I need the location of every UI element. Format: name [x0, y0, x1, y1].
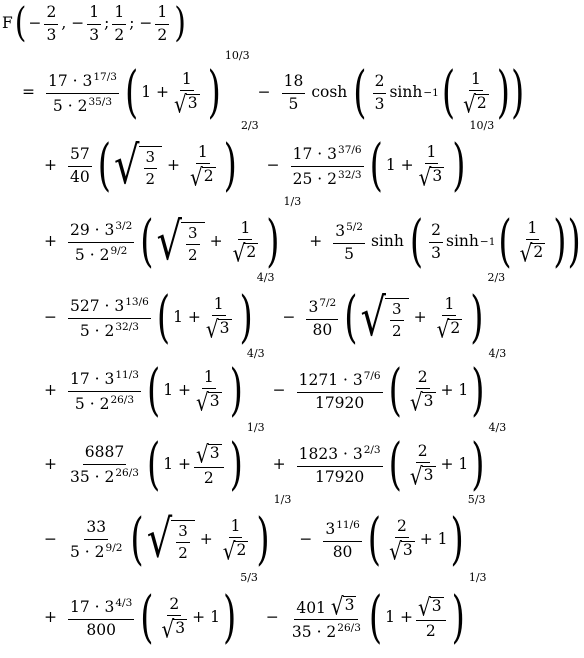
- open-paren: (: [124, 60, 139, 126]
- fraction: $\frac{1}{2}$: [114, 3, 125, 44]
- close-paren: ): [510, 60, 525, 126]
- function-name: sinh: [370, 232, 404, 251]
- fraction: 1 √ 3: [196, 367, 220, 417]
- fraction: 1 √ 3: [205, 294, 230, 344]
- term-text: 1 +: [385, 156, 414, 175]
- close-paren: ): [471, 432, 485, 498]
- fraction: 1 √ 3: [418, 142, 443, 192]
- exponent: 4/3: [488, 347, 507, 360]
- operator: +: [167, 156, 181, 175]
- minus-sign: −: [28, 14, 42, 33]
- lead-operator: −: [44, 308, 57, 327]
- fraction: 1 √ 2: [222, 516, 247, 566]
- lead-operator: +: [44, 156, 57, 175]
- coefficient: $\frac{33}{5 \cdot 2^{9/2}}$: [70, 518, 123, 561]
- term-text: 1 +: [163, 455, 192, 474]
- close-paren: ): [256, 507, 270, 573]
- exponent: 4/3: [246, 347, 265, 360]
- exponent: 10/3: [224, 49, 250, 62]
- square-root: √ $\frac{3}{2}$: [147, 520, 195, 561]
- square-root: √ $\frac{3}{2}$: [157, 222, 205, 263]
- fraction: 1 √ 3: [174, 69, 198, 119]
- close-paren: ): [567, 209, 581, 275]
- coefficient: $\frac{527 \cdot 3^{13/6}}{5 \cdot 2^{32/3}}$: [70, 296, 149, 340]
- fraction: 1 √ 2: [232, 218, 257, 268]
- open-paren: (: [130, 507, 144, 573]
- operator: +: [209, 232, 223, 251]
- equation-line-3: + $\frac{29 \cdot 3^{3/2}}{5 \cdot 2^{9/2}}$ ( √ $\frac{3}{2}$ + 1 √ 2 ) 1/3 + $\frac{3^{5/2}}{5}$ sinh ( $\frac{2}{3}$ sinh −1 ( 1 √ 2 ) ): [44, 195, 581, 275]
- close-paren: ): [229, 358, 243, 424]
- equation-line-1: = $\frac{17 \cdot 3^{17/3}}{5 \cdot 2^{35/3}}$ ( 1 + 1 √ 3 ) 10/3 − $\frac{18}{5}$ cosh ( $\frac{2}{3}$ sinh −1 ( 1 √ 2 ) ): [22, 49, 525, 126]
- term-text: 1 +: [385, 608, 413, 627]
- open-paren: (: [140, 585, 154, 651]
- exponent: 1/3: [273, 493, 292, 506]
- fraction: 2 √ 3: [409, 441, 434, 491]
- open-paren: (: [140, 209, 154, 275]
- coefficient: $\frac{3^{11/6}}{80}$: [325, 519, 360, 561]
- fraction: √ 3 2: [194, 444, 224, 487]
- open-paren: (: [14, 0, 27, 47]
- open-paren: (: [97, 133, 111, 199]
- open-paren: (: [498, 209, 512, 275]
- exponent: 1/3: [283, 195, 302, 208]
- exponent: 4/3: [256, 271, 275, 284]
- equation-line-2: [44, 119, 495, 199]
- close-paren: ): [451, 585, 465, 651]
- lead-operator: +: [44, 381, 57, 400]
- equation-line-8: [44, 571, 487, 651]
- open-paren: (: [409, 209, 424, 275]
- fraction: $\frac{1}{3}$: [89, 3, 100, 44]
- coefficient: $\frac{1271 \cdot 3^{7/6}}{17920}$: [298, 370, 381, 412]
- operator: +: [413, 308, 427, 327]
- fraction: 1 √ 2: [190, 142, 214, 192]
- close-paren: ): [450, 507, 464, 573]
- exponent: 1/3: [468, 571, 487, 584]
- equation-line-7: [44, 493, 486, 573]
- fraction: √ 3 2: [416, 597, 446, 640]
- separator: ;: [104, 14, 110, 33]
- exponent: 4/3: [488, 421, 507, 434]
- operator: −: [282, 308, 296, 327]
- operator: −: [299, 530, 313, 549]
- operator: −: [265, 608, 279, 627]
- close-paren: ): [223, 133, 237, 199]
- exponent: 2/3: [487, 271, 506, 284]
- exponent: 10/3: [469, 119, 495, 132]
- equation-line-6: [44, 421, 507, 498]
- close-paren: ): [174, 0, 186, 47]
- fraction: 1 √ 2: [436, 294, 461, 344]
- fraction: $\frac{1}{2}$: [157, 3, 168, 44]
- close-paren: ): [266, 209, 280, 275]
- lead-operator: +: [44, 608, 57, 627]
- open-paren: (: [146, 432, 161, 498]
- coefficient: $\frac{18}{5}$: [283, 72, 304, 113]
- term-text: + 1: [440, 381, 469, 400]
- fraction: $\frac{2}{3}$: [431, 221, 441, 262]
- close-paren: ): [470, 285, 484, 351]
- coefficient: $\frac{57}{40}$: [70, 145, 90, 186]
- coefficient: $\frac{3^{7/2}}{80}$: [308, 297, 337, 339]
- operator: +: [272, 455, 286, 474]
- fraction: 1 √ 2: [519, 218, 544, 268]
- lead-operator: −: [44, 530, 57, 549]
- open-paren: (: [388, 432, 402, 498]
- operator: +: [199, 530, 213, 549]
- operator: −: [266, 156, 280, 175]
- exponent: 5/3: [240, 571, 258, 584]
- open-paren: (: [156, 285, 171, 351]
- open-paren: (: [368, 585, 383, 651]
- close-paren: ): [207, 60, 221, 126]
- function-name: cosh: [311, 83, 348, 102]
- coefficient: $\frac{17 \cdot 3^{37/6}}{25 \cdot 2^{32/3}}$: [292, 144, 362, 188]
- fraction: $\frac{2}{3}$: [374, 72, 385, 113]
- open-paren: (: [146, 358, 161, 424]
- term-text: + 1: [419, 530, 448, 549]
- lead-operator: +: [44, 232, 57, 251]
- open-paren: (: [344, 285, 358, 351]
- open-paren: (: [388, 358, 402, 424]
- fraction: 2 √ 3: [409, 367, 434, 417]
- separator: ; −: [129, 14, 153, 33]
- square-root: √ $\frac{3}{2}$: [361, 298, 409, 339]
- operator: −: [272, 381, 286, 400]
- close-paren: ): [239, 285, 253, 351]
- coefficient: $\frac{29 \cdot 3^{3/2}}{5 \cdot 2^{9/2}}$: [70, 220, 133, 264]
- close-paren: ): [229, 432, 243, 498]
- equation-line-5: [44, 347, 507, 424]
- equation-lhs: [2, 2, 188, 46]
- term-text: 1 +: [141, 83, 170, 102]
- close-paren: ): [553, 209, 567, 275]
- coefficient: $\frac{17 \cdot 3^{4/3}}{800}$: [70, 597, 133, 639]
- open-paren: (: [353, 60, 367, 126]
- coefficient: $\frac{6887}{35 \cdot 2^{26/3}}$: [70, 443, 139, 486]
- equation-line-4: [44, 271, 506, 351]
- function-name: sinh: [389, 83, 423, 102]
- open-paren: (: [441, 60, 456, 126]
- fraction: 2 √ 3: [389, 516, 413, 566]
- close-paren: ): [496, 60, 510, 126]
- coefficient: $\frac{3^{5/2}}{5}$: [335, 221, 363, 263]
- term-text: + 1: [440, 455, 469, 474]
- coefficient: $\frac{1823 \cdot 3^{2/3}}{17920}$: [298, 444, 381, 486]
- term-text: + 1: [192, 608, 220, 627]
- separator: , −: [61, 14, 85, 33]
- operator: −: [257, 83, 271, 102]
- fraction: 2 √ 3: [161, 594, 186, 644]
- open-paren: (: [369, 133, 383, 199]
- lead-operator: +: [44, 455, 57, 474]
- term-text: 1 +: [173, 308, 201, 327]
- lead-operator: =: [22, 83, 35, 102]
- term-text: 1 +: [163, 381, 192, 400]
- operator: +: [309, 232, 323, 251]
- coefficient: $\frac{17 \cdot 3^{11/3}}{5 \cdot 2^{26/3}}$: [70, 369, 139, 413]
- coefficient: 401 √ 3 $35 \cdot 2^{26/3}$: [291, 591, 361, 641]
- fraction: 1 √ 2: [463, 69, 487, 119]
- function-name: sinh: [446, 232, 479, 251]
- fraction: $\frac{2}{3}$: [46, 3, 57, 44]
- close-paren: ): [222, 585, 237, 651]
- close-paren: ): [471, 358, 485, 424]
- exponent: 5/3: [467, 493, 486, 506]
- exponent: 1/3: [246, 421, 265, 434]
- square-root: √ $\frac{3}{2}$: [114, 146, 162, 187]
- function-name: F: [2, 14, 13, 33]
- exponent: 2/3: [240, 119, 259, 132]
- close-paren: ): [452, 133, 466, 199]
- coefficient: $\frac{17 \cdot 3^{17/3}}{5 \cdot 2^{35/3}}$: [48, 71, 117, 115]
- open-paren: (: [367, 507, 382, 573]
